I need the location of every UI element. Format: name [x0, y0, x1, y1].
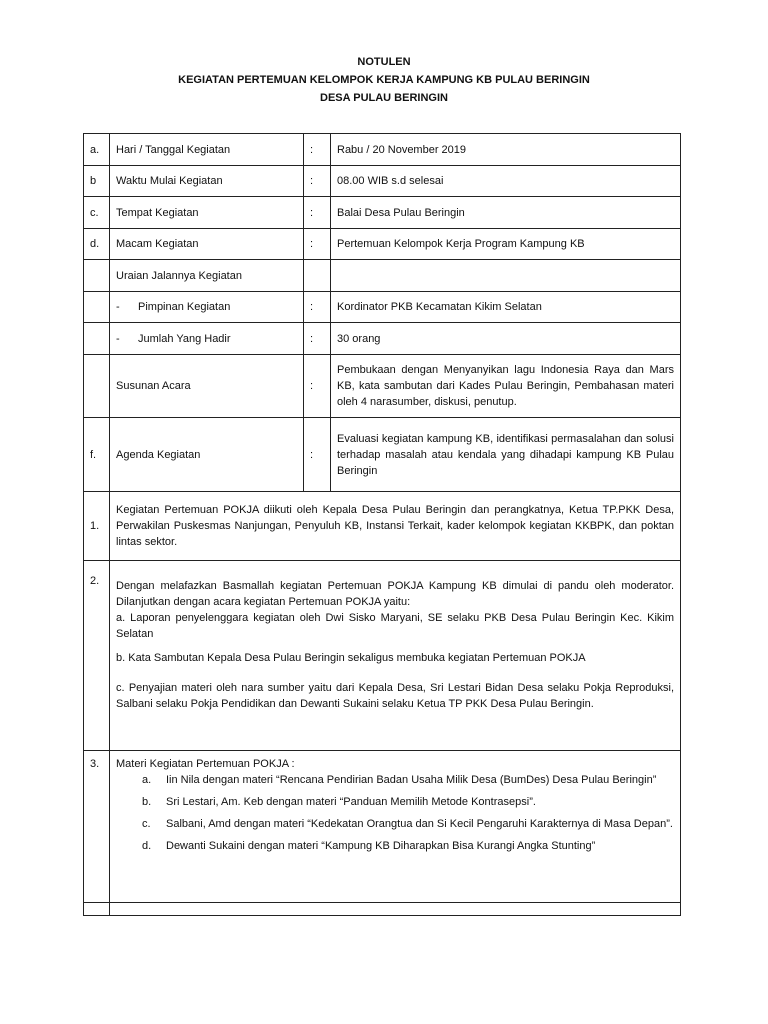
title-village: DESA PULAU BERINGIN	[320, 92, 448, 104]
section-2-intro: Dengan melafazkan Basmallah kegiatan Pertemuan POKJA Kampung KB dimulai di pandu oleh moderator. Dilanjutkan dengan acara kegiatan Pertemuan POKJA yaitu:	[116, 580, 674, 608]
row-label	[84, 292, 110, 323]
title-notulen: NOTULEN	[357, 56, 411, 68]
list-text: Salbani, Amd dengan materi “Kedekatan Orangtua dan Si Kecil Pengaruhi Karakternya di Masa Depan”.	[166, 818, 673, 830]
empty-row	[84, 903, 681, 916]
list-item	[116, 772, 674, 788]
section-number: 2.	[84, 561, 110, 751]
row-colon: :	[304, 134, 331, 166]
row-label: a.	[84, 134, 110, 166]
section-number: 3.	[84, 751, 110, 903]
section-3-title: Materi Kegiatan Pertemuan POKJA :	[116, 758, 295, 770]
section-3-body	[110, 751, 681, 903]
row-field: Susunan Acara	[110, 355, 304, 418]
row-label: b	[84, 166, 110, 197]
list-marker: b.	[142, 796, 152, 808]
section-1-row	[84, 492, 681, 561]
info-row-leader	[84, 292, 681, 323]
row-field: Agenda Kegiatan	[110, 418, 304, 492]
row-colon	[304, 260, 331, 292]
row-value: Pembukaan dengan Menyanyikan lagu Indonesia Raya dan Mars KB, kata sambutan dari Kades Pulau Beringin, Pembahasan materi oleh 4 narasumber, diskusi, penutup.	[331, 355, 681, 418]
document-header	[0, 53, 768, 107]
info-row-agenda-order	[84, 355, 681, 418]
row-field: Uraian Jalannya Kegiatan	[110, 260, 304, 292]
row-label	[84, 260, 110, 292]
list-item	[116, 794, 674, 810]
row-label	[84, 355, 110, 418]
row-colon: :	[304, 292, 331, 323]
row-colon: :	[304, 229, 331, 260]
empty-cell	[84, 903, 110, 916]
list-marker: a.	[142, 774, 152, 786]
title-activity: KEGIATAN PERTEMUAN KELOMPOK KERJA KAMPUNG KB PULAU BERINGIN	[178, 74, 590, 86]
row-field: Waktu Mulai Kegiatan	[110, 166, 304, 197]
row-field	[110, 292, 304, 323]
row-value: Evaluasi kegiatan kampung KB, identifikasi permasalahan dan solusi terhadap masalah atau kendala yang dihadapi kampung KB Pulau Beringin	[331, 418, 681, 492]
info-row-attendance	[84, 323, 681, 355]
row-label: f.	[84, 418, 110, 492]
list-text: Iin Nila dengan materi “Rencana Pendirian Badan Usaha Milik Desa (BumDes) Desa Pulau Beringin”	[166, 774, 657, 786]
field-text: Pimpinan Kegiatan	[138, 301, 231, 313]
section-number: 1.	[84, 492, 110, 561]
row-value: Rabu / 20 November 2019	[331, 134, 681, 166]
section-1-text: Kegiatan Pertemuan POKJA diikuti oleh Kepala Desa Pulau Beringin dan perangkatnya, Ketua TP.PKK Desa, Perwakilan Puskesmas Nanjungan, Penyuluh KB, Instansi Terkait, kader kelompok kegiatan KKBPK, dan poktan lintas sektor.	[110, 492, 681, 561]
row-field	[110, 323, 304, 355]
list-item	[116, 816, 674, 832]
info-row-agenda	[84, 418, 681, 492]
row-colon: :	[304, 197, 331, 229]
row-field: Tempat Kegiatan	[110, 197, 304, 229]
row-colon: :	[304, 323, 331, 355]
row-value: Balai Desa Pulau Beringin	[331, 197, 681, 229]
info-row-time	[84, 166, 681, 197]
row-label: c.	[84, 197, 110, 229]
dash-marker: -	[116, 332, 120, 345]
field-text: Jumlah Yang Hadir	[138, 332, 231, 345]
list-marker: c.	[142, 818, 151, 830]
minutes-table	[83, 133, 681, 916]
material-list	[116, 772, 674, 854]
info-row-description	[84, 260, 681, 292]
section-3-row	[84, 751, 681, 903]
row-value: Pertemuan Kelompok Kerja Program Kampung KB	[331, 229, 681, 260]
empty-cell	[110, 903, 681, 916]
row-label	[84, 323, 110, 355]
row-field: Hari / Tanggal Kegiatan	[110, 134, 304, 166]
row-colon: :	[304, 418, 331, 492]
section-2-body	[110, 561, 681, 751]
dash-marker: -	[116, 301, 120, 313]
section-2-item-c: c. Penyajian materi oleh nara sumber yaitu dari Kepala Desa, Sri Lestari Bidan Desa selaku Pokja Reproduksi, Salbani selaku Pokja Pendidikan dan Dewanti Sukaini selaku Ketua TP PKK Desa Pulau Beringin.	[116, 682, 674, 710]
info-row-place	[84, 197, 681, 229]
info-row-date	[84, 134, 681, 166]
row-value: Kordinator PKB Kecamatan Kikim Selatan	[331, 292, 681, 323]
section-2-row	[84, 561, 681, 751]
row-value	[331, 260, 681, 292]
row-field: Macam Kegiatan	[110, 229, 304, 260]
list-item	[116, 838, 674, 854]
row-value: 08.00 WIB s.d selesai	[331, 166, 681, 197]
section-2-item-a: a. Laporan penyelenggara kegiatan oleh Dwi Sisko Maryani, SE selaku PKB Desa Pulau Beringin Kec. Kikim Selatan	[116, 612, 674, 640]
row-label: d.	[84, 229, 110, 260]
section-2-item-b: b. Kata Sambutan Kepala Desa Pulau Beringin sekaligus membuka kegiatan Pertemuan POKJA	[116, 652, 586, 664]
row-colon: :	[304, 166, 331, 197]
list-text: Dewanti Sukaini dengan materi “Kampung KB Diharapkan Bisa Kurangi Angka Stunting”	[166, 840, 596, 852]
list-text: Sri Lestari, Am. Keb dengan materi “Panduan Memilih Metode Kontrasepsi”.	[166, 796, 536, 808]
info-row-type	[84, 229, 681, 260]
row-value: 30 orang	[331, 323, 681, 355]
row-colon: :	[304, 355, 331, 418]
list-marker: d.	[142, 840, 152, 852]
